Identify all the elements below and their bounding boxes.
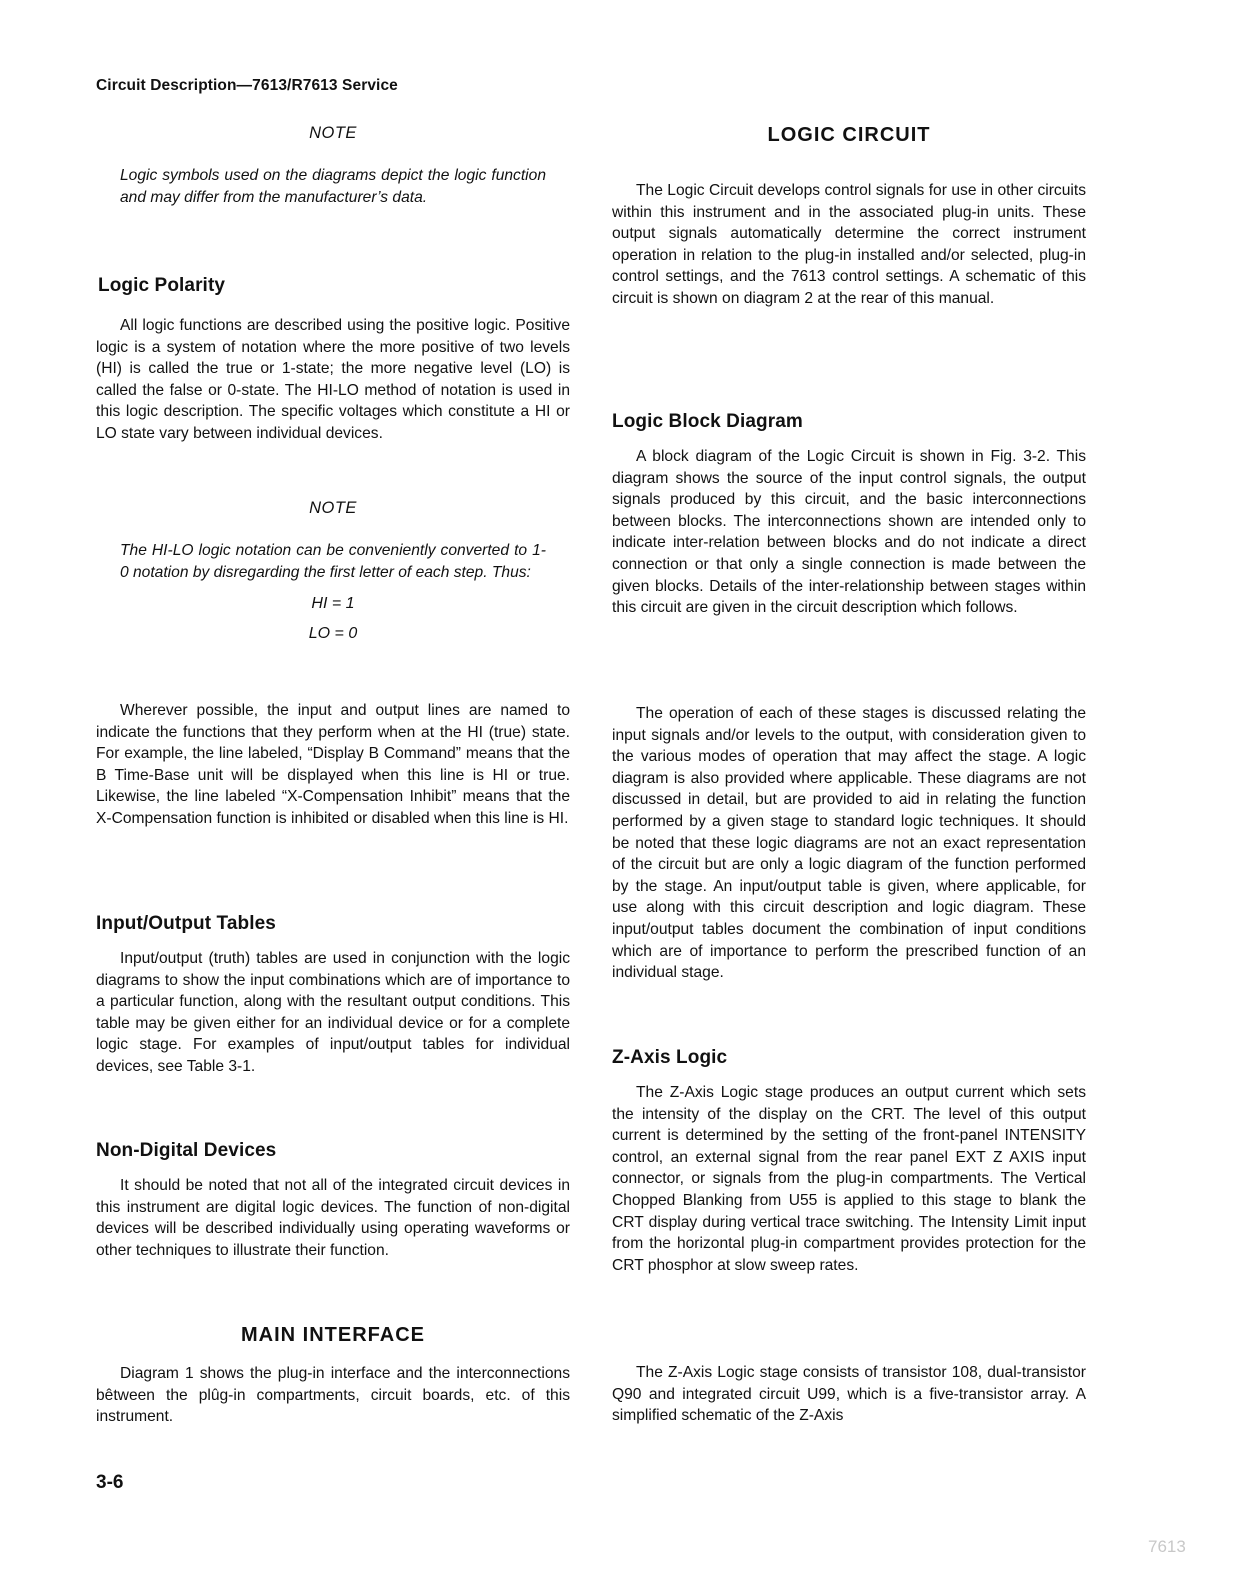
section-logic-circuit	[612, 124, 1086, 147]
page-number: 3-6	[96, 1472, 124, 1493]
naming-paragraph-wrap	[96, 700, 570, 830]
section-heading: MAIN INTERFACE	[241, 1324, 425, 1346]
section-io-tables	[96, 913, 570, 935]
watermark: 7613	[1148, 1537, 1186, 1556]
logic-polarity-body-wrap	[96, 315, 570, 445]
running-header: Circuit Description—7613/R7613 Service	[96, 77, 398, 94]
section-heading: LOGIC CIRCUIT	[767, 124, 931, 146]
equation-lo: LO = 0	[308, 625, 358, 643]
paragraph: Diagram 1 shows the plug-in interface and the interconnections bêtween the plûg-in compartments, circuit boards, etc. of this instrument.	[96, 1365, 570, 1426]
non-digital-body-wrap	[96, 1175, 570, 1261]
paragraph: The Z-Axis Logic stage produces an output current which sets the intensity of the display on the CRT. The level of this output current is determined by the setting of the front-panel INTENSITY control, an external signal from the rear panel EXT Z AXIS input connector, or signals from the plug-in compartments. The Vertical Chopped Blanking from U55 is applied to this stage to blank the CRT display during vertical trace switching. The Intensity Limit input from the horizontal plug-in compartment provides protection for the CRT phosphor at slow sweep rates.	[612, 1084, 1086, 1274]
section-heading: Logic Polarity	[98, 275, 226, 296]
note-text: Logic symbols used on the diagrams depict the logic function and may differ from the manufacturer’s data.	[120, 167, 546, 206]
paragraph: A block diagram of the Logic Circuit is shown in Fig. 3-2. This diagram shows the source of the input control signals, the output signals produced by this circuit, and the basic interconnections between blocks. The interconnections shown are intended only to indicate inter-relation between blocks and do not indicate a direct connection or that only a single connection is made between the given blocks. Details of the inter-relationship between stages within this circuit are given in the circuit description which follows.	[612, 448, 1086, 617]
operation-paragraph-wrap	[612, 703, 1086, 984]
section-z-axis	[612, 1047, 1086, 1069]
section-logic-block	[612, 411, 1086, 433]
paragraph: All logic functions are described using the positive logic. Positive logic is a system of notation where the more positive of two levels (HI) is called the true or 1-state; the more negative level (LO) is called the false or 0-state. The HI-LO method of notation is used in this logic description. The specific voltages which constitute a HI or LO state vary between individual devices.	[96, 317, 570, 442]
section-non-digital	[96, 1140, 570, 1162]
main-interface-body-wrap	[96, 1363, 570, 1428]
logic-circuit-body-wrap	[612, 180, 1086, 310]
note-2	[96, 499, 570, 643]
paragraph: The operation of each of these stages is discussed relating the input signals and/or levels to the output, with consideration given to the various modes of operation that may affect the stage. A logic diagram is also provided where applicable. These diagrams are not discussed in detail, but are provided to aid in relating the function performed by a given stage to standard logic techniques. It should be noted that these logic diagrams are not an exact representation of the circuit but are only a logic diagram of the function performed by the stage. An input/output table is given, where applicable, for use along with this circuit description and logic diagram. These input/output tables document the combination of input conditions which are of importance to perform the prescribed function of an individual stage.	[612, 705, 1086, 982]
paragraph: The Z-Axis Logic stage consists of transistor 108, dual-transistor Q90 and integrated circuit U99, which is a five-transistor array. A simplified schematic of the Z-Axis	[612, 1364, 1086, 1425]
section-heading: Input/Output Tables	[96, 913, 276, 934]
logic-block-body-wrap	[612, 446, 1086, 619]
section-main-interface	[96, 1324, 570, 1347]
paragraph: Input/output (truth) tables are used in conjunction with the logic diagrams to show the input combinations which are of importance to a particular function, along with the resultant output conditions. This table may be given either for an individual device or for a complete logic stage. For examples of input/output tables for individual devices, see Table 3-1.	[96, 950, 570, 1075]
section-heading: Non-Digital Devices	[96, 1140, 277, 1161]
io-tables-body-wrap	[96, 948, 570, 1078]
note-title: NOTE	[309, 499, 357, 517]
z-axis-body-wrap	[612, 1082, 1086, 1276]
section-logic-polarity	[96, 275, 570, 297]
equation-hi: HI = 1	[311, 595, 355, 613]
paragraph: Wherever possible, the input and output lines are named to indicate the functions that they perform when at the HI (true) state. For example, the line labeled, “Display B Command” means that the B Time-Base unit will be displayed when this line is HI or true. Likewise, the line labeled “X-Compensation Inhibit” means that the X-Compensation function is inhibited or disabled when this line is HI.	[96, 702, 570, 827]
z-axis-body-2-wrap	[612, 1362, 1086, 1427]
section-heading: Logic Block Diagram	[612, 411, 803, 432]
note-title: NOTE	[309, 124, 357, 142]
paragraph: It should be noted that not all of the integrated circuit devices in this instrument are digital logic devices. The function of non-digital devices will be described individually using operating waveforms or other techniques to illustrate their function.	[96, 1177, 570, 1259]
note-text: The HI-LO logic notation can be conveniently converted to 1-0 notation by disregarding the first letter of each step. Thus:	[120, 542, 546, 581]
section-heading: Z-Axis Logic	[612, 1047, 728, 1068]
paragraph: The Logic Circuit develops control signals for use in other circuits within this instrument and in the associated plug-in units. These output signals automatically determine the correct instrument operation in relation to the plug-in installed and/or selected, plug-in control settings, and the 7613 control settings. A schematic of this circuit is shown on diagram 2 at the rear of this manual.	[612, 182, 1086, 307]
note-1	[96, 124, 570, 208]
